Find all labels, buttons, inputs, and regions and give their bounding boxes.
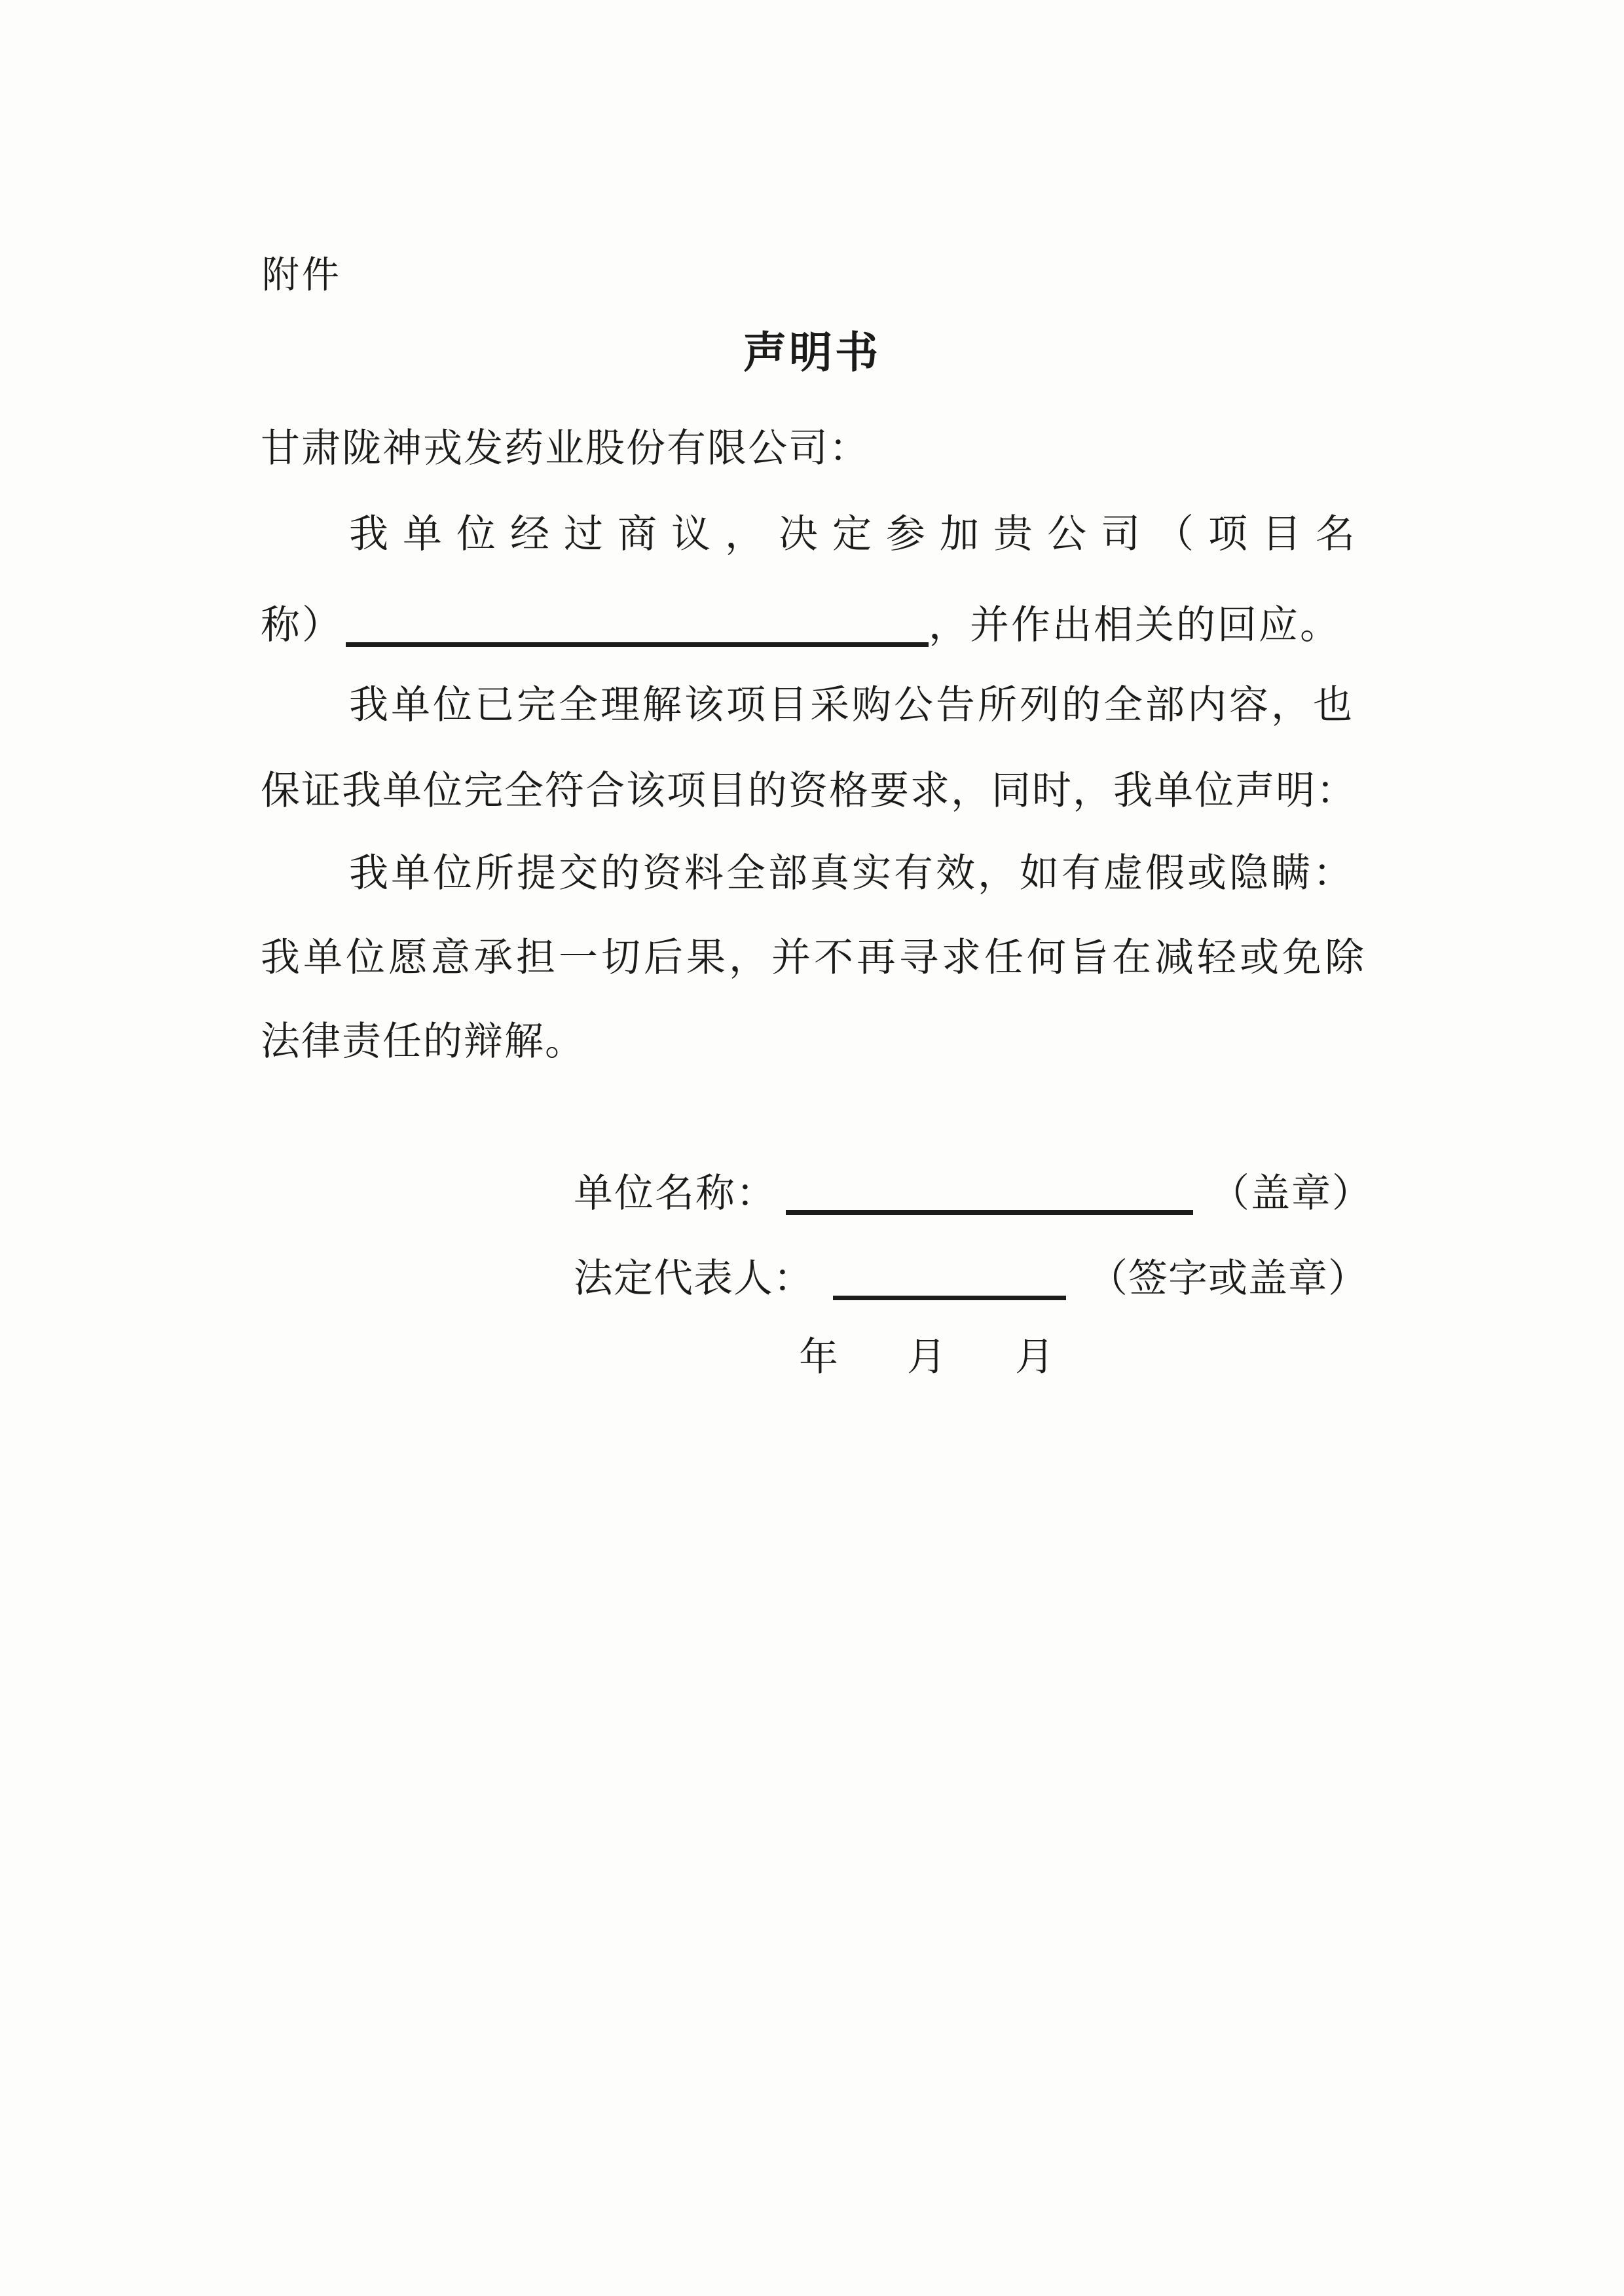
signature-company-line [574, 1165, 1373, 1215]
attachment-label: 附件 [262, 255, 342, 296]
company-name-label: 单位名称： [574, 1172, 777, 1215]
paragraph1-line2-suffix: ，并作出相关的回应。 [929, 604, 1341, 647]
representative-label: 法定代表人： [574, 1257, 813, 1300]
date-month-label: 月 [907, 1336, 946, 1379]
date-year-label: 年 [799, 1336, 838, 1379]
paragraph2-line1: 我单位已完全理解该项目采购公告所列的全部内容，也 [349, 683, 1355, 727]
paragraph1-line2 [261, 598, 1341, 647]
paragraph1-line2-prefix: 称） [261, 604, 343, 647]
date-day-label: 月 [1015, 1336, 1054, 1379]
salutation-line: 甘肃陇神戎发药业股份有限公司： [261, 427, 870, 470]
document-title: 声明书 [743, 329, 881, 377]
paragraph3-line3: 法律责任的辩解。 [261, 1020, 585, 1063]
paragraph3-line2: 我单位愿意承担一切后果，并不再寻求任何旨在减轻或免除 [261, 936, 1367, 979]
signature-representative-line [574, 1251, 1368, 1300]
paragraph2-line2: 保证我单位完全符合该项目的资格要求，同时，我单位声明： [261, 769, 1357, 812]
paragraph3-line1: 我单位所提交的资料全部真实有效，如有虚假或隐瞒： [349, 852, 1355, 895]
paragraph1-line1: 我单位经过商议，决定参加贵公司（项目名 [349, 513, 1369, 556]
signature-date-line [799, 1336, 1054, 1379]
representative-seal-note: （签字或盖章） [1088, 1257, 1368, 1300]
company-seal-note: （盖章） [1210, 1172, 1373, 1215]
company-name-blank[interactable] [786, 1165, 1193, 1215]
project-name-blank[interactable] [346, 598, 929, 647]
representative-blank[interactable] [833, 1251, 1066, 1300]
